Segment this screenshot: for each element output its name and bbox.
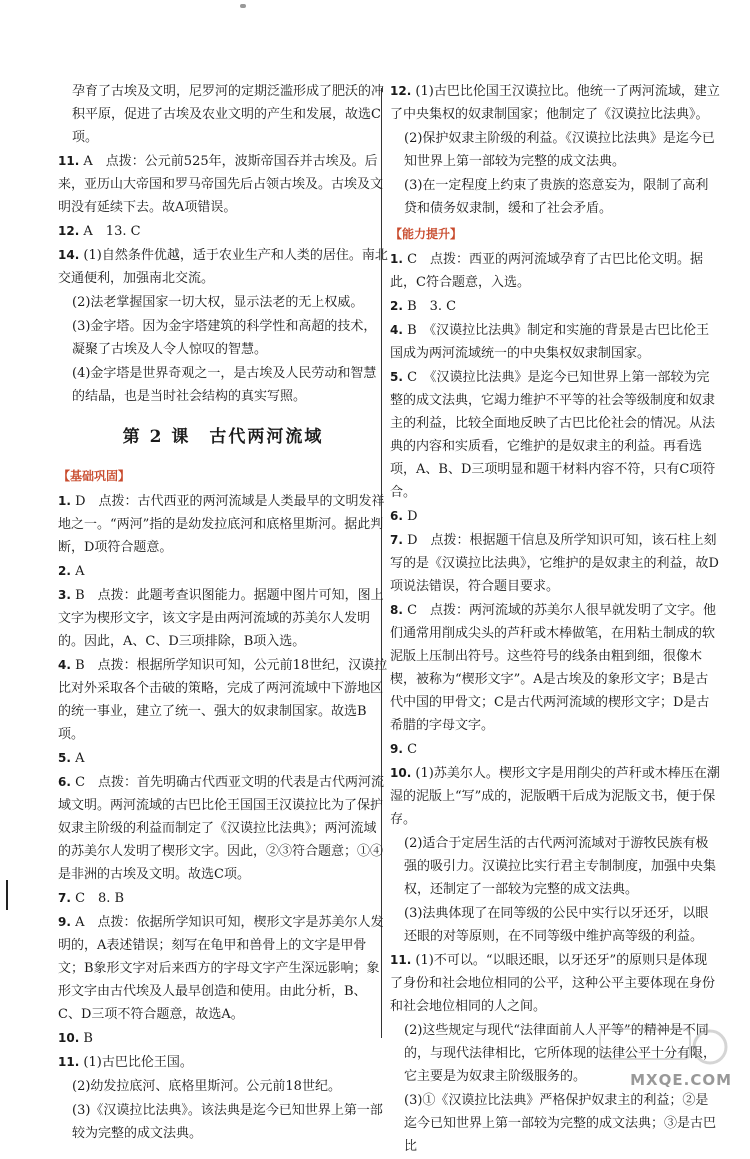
answer-5: 5. A [58, 751, 85, 766]
improve-answer-11-part2: (2)这些规定与现代“法律面前人人平等”的精神是不同的，与现代法律相比，它所体现的法律公平十分有限，它主要是为奴隶主阶级服务的。 [404, 1023, 717, 1084]
watermark-text: MXQE.COM [630, 1071, 732, 1089]
answer-12-13: 12. A 13. C [58, 224, 141, 239]
answer-12-part2: (2)保护奴隶主阶级的利益。《汉谟拉比法典》是迄今已知世界上第一部较为完整的成文法典。 [404, 131, 715, 169]
answer-3: 3. B 点拨：此题考查识图能力。据题中图片可知，图上文字为楔形文字，该文字是由两河流域的苏美尔人发明的。因此，A、C、D三项排除，B项入选。 [58, 588, 384, 649]
improve-answer-10-part3: (3)法典体现了在同等级的公民中实行以牙还牙，以眼还眼的对等原则，在不同等级中维护高等级的利益。 [404, 906, 709, 944]
improve-answer-7: 7. D 点拨：根据题干信息及所学知识可知，该石柱上刻写的是《汉谟拉比法典》，它维护的是奴隶主的利益，故D项说法错误，符合题目要求。 [390, 533, 719, 594]
answer-11-part1: 11. (1)古巴比伦王国。 [58, 1055, 193, 1070]
answer-14-part1: 14. (1)自然条件优越，适于农业生产和人类的居住。南北交通便利，加强南北交流。 [58, 248, 388, 286]
answer-4: 4. B 点拨：根据所学知识可知，公元前18世纪，汉谟拉比对外采取各个击破的策略，完成了两河流域中下游地区的统一事业，建立了统一、强大的奴隶制国家。故选B项。 [58, 658, 388, 742]
answer-1: 1. D 点拨：古代西亚的两河流域是人类最早的文明发祥地之一。“两河”指的是幼发拉底河和底格里斯河。据此判断，D项符合题意。 [58, 494, 385, 555]
improve-answer-11-part1: 11. (1)不可以。“以眼还眼，以牙还牙”的原则只是体现了身份和社会地位相同的公平，这种公平主要体现在身份和社会地位相同的人之间。 [390, 953, 716, 1014]
answer-continuation: 孕育了古埃及文明，尼罗河的定期泛滥形成了肥沃的冲积平原，促进了古埃及农业文明的产生和发展，故选C项。 [72, 84, 385, 145]
improve-answer-9: 9. C [390, 742, 418, 757]
improve-answer-2-3: 2. B 3. C [390, 299, 457, 314]
answer-11-part2: (2)幼发拉底河、底格里斯河。公元前18世纪。 [72, 1079, 341, 1094]
right-column [390, 80, 720, 1159]
answer-14-part3: (3)金字塔。因为金字塔建筑的科学性和高超的技术，凝聚了古埃及人令人惊叹的智慧。 [72, 319, 377, 357]
lesson-title: 第 2 课 古代两河流域 [122, 427, 324, 447]
improve-answer-11-part3: (3)①《汉谟拉比法典》严格保护奴隶主的利益；②是迄今已知世界上第一部较为完整的成文法典；③是古巴比 [404, 1093, 717, 1154]
section-tag-improve: 【能力提升】 [390, 227, 463, 241]
answer-9: 9. A 点拨：依据所学知识可知，楔形文字是苏美尔人发明的，A表述错误；刻写在龟甲和兽骨上的文字是甲骨文；B象形文字对后来西方的字母文字产生深远影响；象形文字由古代埃及人最早创造和使用。由此分析，B、C、D三项不符合题意，故选A。 [58, 915, 384, 1022]
answer-14-part2: (2)法老掌握国家一切大权，显示法老的无上权威。 [72, 295, 364, 310]
scan-mark-left [6, 880, 8, 910]
answer-12-part1: 12. (1)古巴比伦国王汉谟拉比。他统一了两河流域，建立了中央集权的奴隶制国家；他制定了《汉谟拉比法典》。 [390, 84, 720, 122]
improve-answer-4: 4. B 《汉谟拉比法典》制定和实施的背景是古巴比伦王国成为两河流域统一的中央集权奴隶制国家。 [390, 323, 710, 361]
answer-14-part4: (4)金字塔是世界奇观之一，是古埃及人民劳动和智慧的结晶，也是当时社会结构的真实写照。 [72, 366, 377, 404]
scan-mark [240, 4, 246, 8]
answer-11-part3: (3)《汉谟拉比法典》。该法典是迄今已知世界上第一部较为完整的成文法典。 [72, 1103, 383, 1141]
answer-6: 6. C 点拨：首先明确古代西亚文明的代表是古代两河流域文明。两河流域的古巴比伦王国国王汉谟拉比为了保护奴隶主阶级的利益而制定了《汉谟拉比法典》；两河流域的苏美尔人发明了楔形文字。因此，②③符合题意；①④是非洲的古埃及文明。故选C项。 [58, 775, 385, 882]
improve-answer-6: 6. D [390, 509, 418, 524]
answer-10: 10. B [58, 1031, 93, 1046]
answer-2: 2. A [58, 564, 85, 579]
answer-12-part3: (3)在一定程度上约束了贵族的恣意妄为，限制了高利贷和债务奴隶制，缓和了社会矛盾。 [404, 178, 709, 216]
answer-7-8: 7. C 8. B [58, 891, 125, 906]
improve-answer-1: 1. C 点拨：西亚的两河流域孕育了古巴比伦文明。据此，C符合题意，入选。 [390, 252, 704, 290]
left-column [58, 80, 388, 1146]
section-tag-basic: 【基础巩固】 [58, 469, 131, 483]
answer-11: 11. A 点拨：公元前525年，波斯帝国吞并古埃及。后来，亚历山大帝国和罗马帝国先后占领古埃及。古埃及文明没有延续下去。故A项错误。 [58, 154, 384, 215]
improve-answer-10-part1: 10. (1)苏美尔人。楔形文字是用削尖的芦秆或木棒压在潮湿的泥版上“写”成的，泥版晒干后成为泥版文书，便于保存。 [390, 766, 720, 827]
improve-answer-5: 5. C 《汉谟拉比法典》是迄今已知世界上第一部较为完整的成文法典，它竭力维护不平等的社会等级制度和奴隶主的利益，比较全面地反映了古巴比伦社会的情况。从法典的内容和实质看，它维护的是奴隶主的利益。再看选项，A、B、D三项明显和题干材料内容不符，只有C项符合。 [390, 370, 716, 500]
improve-answer-8: 8. C 点拨：两河流域的苏美尔人很早就发明了文字。他们通常用削成尖头的芦秆或木棒做笔，在用粘土制成的软泥版上压制出符号。这些符号的线条由粗到细，很像木楔，被称为“楔形文字”。A是古埃及的象形文字；B是古代中国的甲骨文；C是古代两河流域的楔形文字；D是古希腊的字母文字。 [390, 603, 717, 733]
improve-answer-10-part2: (2)适合于定居生活的古代两河流域对于游牧民族有极强的吸引力。汉谟拉比实行君主专制制度，加强中央集权，还制定了一部较为完整的成文法典。 [404, 836, 717, 897]
